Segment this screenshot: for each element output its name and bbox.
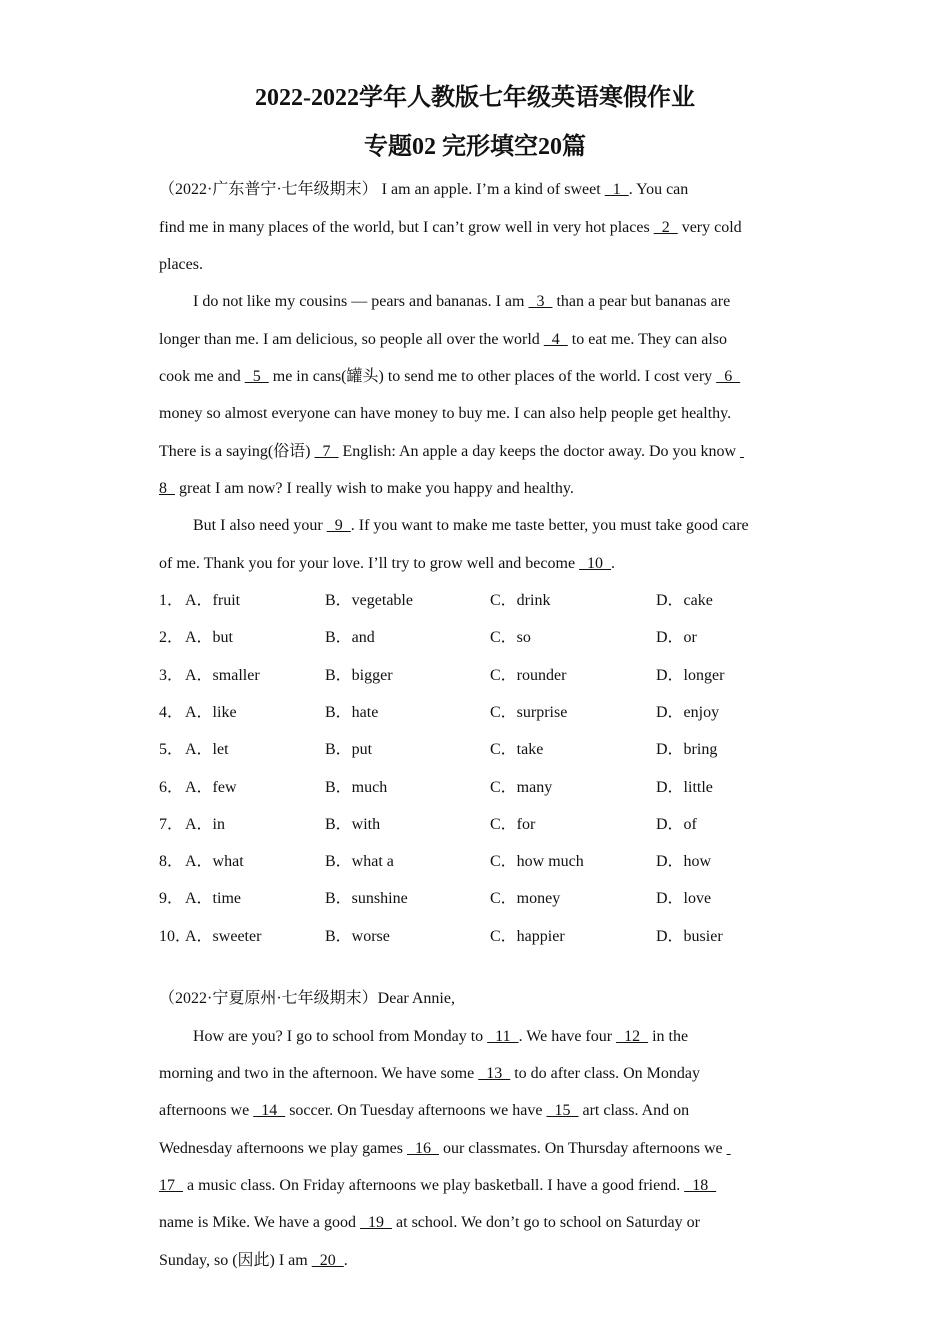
passage-text: （2022·宁夏原州·七年级期末）Dear Annie,	[159, 990, 455, 1007]
option-d: D．busier	[656, 927, 723, 945]
option-d: D．bring	[656, 741, 718, 759]
passage-line	[159, 1062, 700, 1086]
question-number: 10．	[159, 927, 192, 945]
question-options-row	[159, 776, 879, 800]
option-d: D．love	[656, 890, 712, 908]
question-options-row	[159, 664, 879, 688]
passage-text: morning and two in the afternoon. We have some	[159, 1065, 479, 1082]
option-c: C．so	[490, 629, 531, 647]
answer-blank: 2	[653, 219, 678, 236]
question-options-row	[159, 626, 879, 650]
option-b: B．put	[325, 741, 373, 759]
question-options-row	[159, 701, 879, 725]
document-title: 2022-2022学年人教版七年级英语寒假作业	[255, 85, 695, 111]
option-c: C．rounder	[490, 666, 567, 684]
option-c: C．surprise	[490, 703, 568, 721]
passage-text: money so almost everyone can have money to buy me. I can also help people get healthy.	[159, 405, 732, 422]
question-options-row	[159, 925, 879, 949]
answer-blank: 12	[616, 1028, 649, 1045]
answer-blank: 18	[684, 1177, 717, 1194]
passage-line	[159, 440, 744, 464]
passage-text: very cold	[677, 219, 742, 236]
option-b: B．hate	[325, 703, 379, 721]
question-options-row	[159, 887, 879, 911]
option-b: B．worse	[325, 927, 390, 945]
question-options-row	[159, 813, 879, 837]
option-c: C．money	[490, 890, 561, 908]
passage-text: at school. We don’t go to school on Saturday or	[392, 1214, 700, 1231]
passage-line	[193, 1025, 688, 1049]
answer-blank: 8	[159, 480, 175, 497]
answer-blank: 20	[311, 1252, 344, 1269]
option-d: D．cake	[656, 592, 713, 609]
passage-text: than a pear but bananas are	[552, 293, 731, 310]
option-a: A．let	[185, 741, 229, 759]
option-b: B．vegetable	[325, 592, 413, 609]
answer-blank: 19	[360, 1214, 393, 1231]
question-options-row	[159, 589, 879, 613]
passage-line	[159, 552, 615, 576]
passage-text: . You can	[628, 181, 689, 198]
passage-line	[159, 987, 455, 1011]
passage-text: .	[611, 555, 616, 572]
passage-text: .	[343, 1252, 348, 1269]
passage-text: soccer. On Tuesday afternoons we have	[285, 1102, 547, 1119]
passage-text: art class. And on	[578, 1102, 690, 1119]
passage-line	[159, 365, 740, 389]
answer-blank	[727, 1140, 731, 1157]
passage-line	[159, 1137, 731, 1161]
answer-blank: 9	[326, 517, 351, 534]
answer-blank: 1	[604, 181, 629, 198]
answer-blank: 17	[159, 1177, 183, 1194]
option-a: A．in	[185, 815, 226, 833]
passage-text: I do not like my cousins — pears and bananas. I am	[193, 293, 529, 310]
passage-text: But I also need your	[193, 517, 327, 534]
answer-blank: 10	[579, 555, 612, 572]
passage-text: afternoons we	[159, 1102, 254, 1119]
option-a: A．fruit	[185, 592, 241, 609]
answer-blank	[740, 443, 744, 460]
answer-blank: 15	[546, 1102, 579, 1119]
option-b: B．what a	[325, 853, 394, 871]
option-b: B．and	[325, 629, 375, 647]
answer-blank: 6	[716, 368, 741, 385]
passage-line	[159, 253, 203, 277]
option-d: D．of	[656, 815, 697, 833]
question-number: 1．	[159, 592, 184, 609]
option-c: C．happier	[490, 927, 565, 945]
passage-line	[159, 178, 688, 202]
answer-blank: 14	[253, 1102, 286, 1119]
passage-text: English: An apple a day keeps the doctor away. Do you know	[338, 443, 741, 460]
passage-text: How are you? I go to school from Monday to	[193, 1028, 488, 1045]
passage-text: longer than me. I am delicious, so people all over the world	[159, 331, 544, 348]
answer-blank: 16	[406, 1140, 439, 1157]
passage-text: great I am now? I really wish to make you happy and healthy.	[175, 480, 574, 497]
option-c: C．for	[490, 815, 536, 833]
passage-line	[193, 290, 730, 314]
passage-text: of me. Thank you for your love. I’ll try to grow well and become	[159, 555, 580, 572]
passage-line	[159, 402, 731, 426]
option-a: A．smaller	[185, 666, 260, 684]
answer-blank: 13	[478, 1065, 511, 1082]
passage-text: Wednesday afternoons we play games	[159, 1140, 407, 1157]
answer-blank: 5	[244, 368, 269, 385]
option-b: B．sunshine	[325, 890, 408, 908]
option-d: D．longer	[656, 666, 725, 684]
option-d: D．enjoy	[656, 703, 720, 721]
question-options-row	[159, 738, 879, 762]
passage-line	[159, 1211, 700, 1235]
passage-line	[159, 216, 742, 240]
passage-line	[159, 1249, 348, 1273]
passage-line	[159, 477, 574, 501]
passage-text: Sunday, so (因此) I am	[159, 1252, 312, 1269]
passage-text: to do after class. On Monday	[510, 1065, 700, 1082]
answer-blank: 4	[543, 331, 568, 348]
option-c: C．how much	[490, 853, 584, 871]
passage-line	[193, 514, 749, 538]
question-options-row	[159, 850, 879, 874]
option-b: B．much	[325, 778, 388, 796]
passage-text: in the	[648, 1028, 689, 1045]
option-a: A．but	[185, 629, 234, 647]
question-number: 5．	[159, 741, 184, 759]
option-a: A．like	[185, 703, 237, 721]
passage-text: . If you want to make me taste better, you must take good care	[350, 517, 749, 534]
passage-text: There is a saying(俗语)	[159, 443, 315, 460]
question-number: 2．	[159, 629, 184, 647]
option-c: C．take	[490, 741, 544, 759]
passage-text: （2022·广东普宁·七年级期末） I am an apple. I’m a kind of sweet	[159, 181, 605, 198]
passage-text: name is Mike. We have a good	[159, 1214, 361, 1231]
option-c: C．drink	[490, 592, 551, 609]
answer-blank: 3	[528, 293, 553, 310]
question-number: 9．	[159, 890, 184, 908]
question-number: 6．	[159, 778, 184, 796]
option-a: A．time	[185, 890, 241, 908]
question-number: 8．	[159, 853, 184, 871]
passage-text: find me in many places of the world, but I can’t grow well in very hot places	[159, 219, 654, 236]
passage-text: cook me and	[159, 368, 245, 385]
passage-line	[159, 328, 727, 352]
passage-text: a music class. On Friday afternoons we play basketball. I have a good friend.	[183, 1177, 685, 1194]
option-a: A．what	[185, 853, 244, 871]
document-subtitle: 专题02 完形填空20篇	[364, 134, 586, 160]
option-d: D．or	[656, 629, 697, 647]
question-number: 3．	[159, 666, 184, 684]
passage-text: our classmates. On Thursday afternoons we	[438, 1140, 727, 1157]
passage-line	[159, 1099, 689, 1123]
question-number: 4．	[159, 703, 184, 721]
option-d: D．how	[656, 853, 712, 871]
answer-blank: 7	[314, 443, 339, 460]
question-number: 7．	[159, 815, 184, 833]
option-a: A．few	[185, 778, 237, 796]
option-b: B．with	[325, 815, 381, 833]
option-c: C．many	[490, 778, 553, 796]
passage-line	[159, 1174, 716, 1198]
answer-blank: 11	[487, 1028, 519, 1045]
option-d: D．little	[656, 778, 713, 796]
option-a: A．sweeter	[185, 927, 262, 945]
passage-text: to eat me. They can also	[567, 331, 727, 348]
passage-text: me in cans(罐头) to send me to other places of the world. I cost very	[268, 368, 717, 385]
passage-text: . We have four	[518, 1028, 617, 1045]
passage-text: places.	[159, 256, 203, 273]
option-b: B．bigger	[325, 666, 393, 684]
